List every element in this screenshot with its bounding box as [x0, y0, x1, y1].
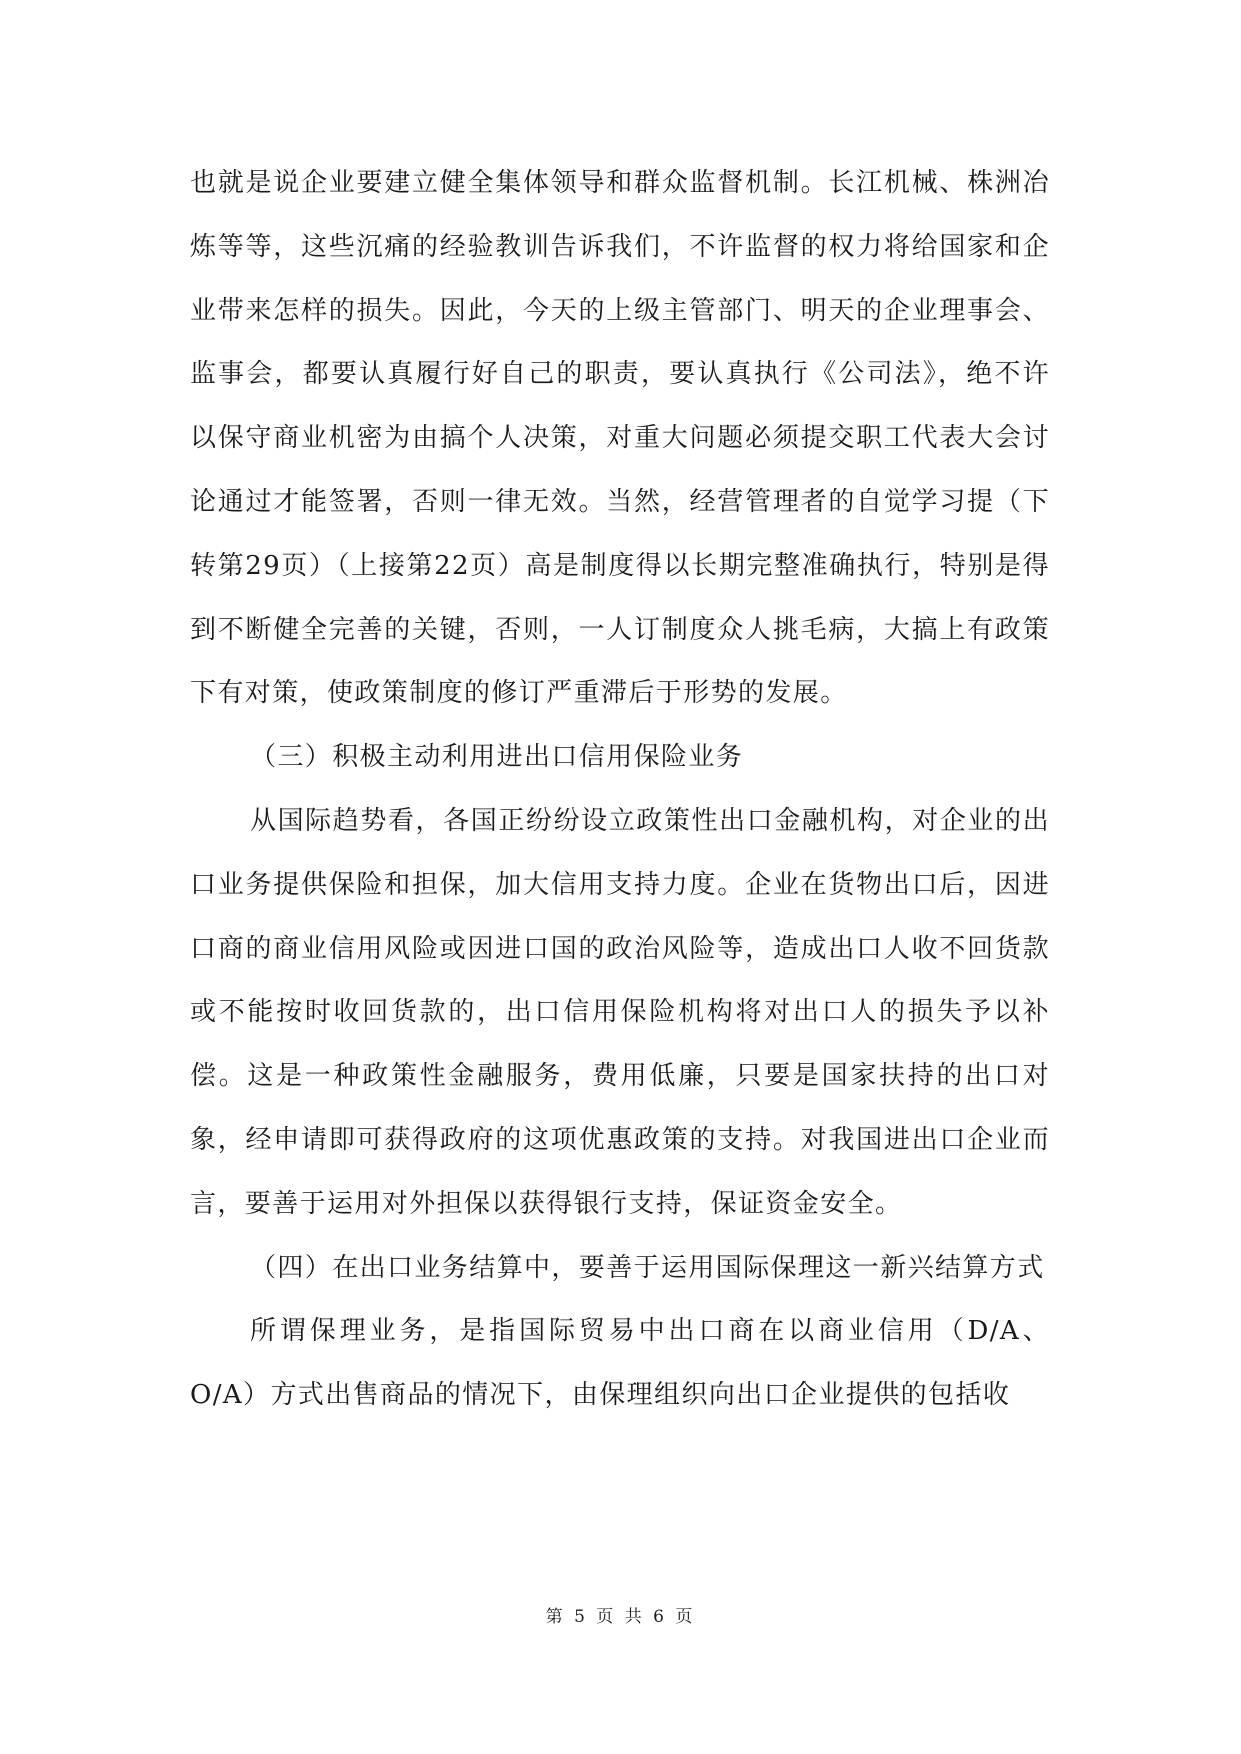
document-body: [190, 152, 1050, 1428]
paragraph-supervision-mechanism: 也就是说企业要建立健全集体领导和群众监督机制。长江机械、株洲冶炼等等，这些沉痛的经验教训告诉我们，不许监督的权力将给国家和企业带来怎样的损失。因此，今天的上级主管部门、明天的企业理事会、监事会，都要认真履行好自己的职责，要认真执行《公司法》，绝不许以保守商业机密为由搞个人决策，对重大问题必须提交职工代表大会讨论通过才能签署，否则一律无效。当然，经营管理者的自觉学习提（下转第29页）（上接第22页）高是制度得以长期完整准确执行，特别是得到不断健全完善的关键，否则，一人订制度众人挑毛病，大搞上有政策下有对策，使政策制度的修订严重滞后于形势的发展。: [190, 168, 1050, 709]
page-footer: 第 5 页 共 6 页: [545, 1607, 696, 1627]
section-heading-3: （三）积极主动利用进出口信用保险业务: [250, 742, 744, 773]
section-heading-4: （四）在出口业务结算中，要善于运用国际保理这一新兴结算方式: [250, 1252, 1045, 1283]
paragraph-export-credit-insurance: 从国际趋势看，各国正纷纷设立政策性出口金融机构，对企业的出口业务提供保险和担保，加大信用支持力度。企业在货物出口后，因进口商的商业信用风险或因进口国的政治风险等，造成出口人收不回货款或不能按时收回货款的，出口信用保险机构将对出口人的损失予以补偿。这是一种政策性金融服务，费用低廉，只要是国家扶持的出口对象，经申请即可获得政府的这项优惠政策的支持。对我国进出口企业而言，要善于运用对外担保以获得银行支持，保证资金安全。: [190, 805, 1050, 1219]
paragraph-factoring-definition: 所谓保理业务，是指国际贸易中出口商在以商业信用（D/A、O/A）方式出售商品的情况下，由保理组织向出口企业提供的包括收: [190, 1316, 1050, 1411]
